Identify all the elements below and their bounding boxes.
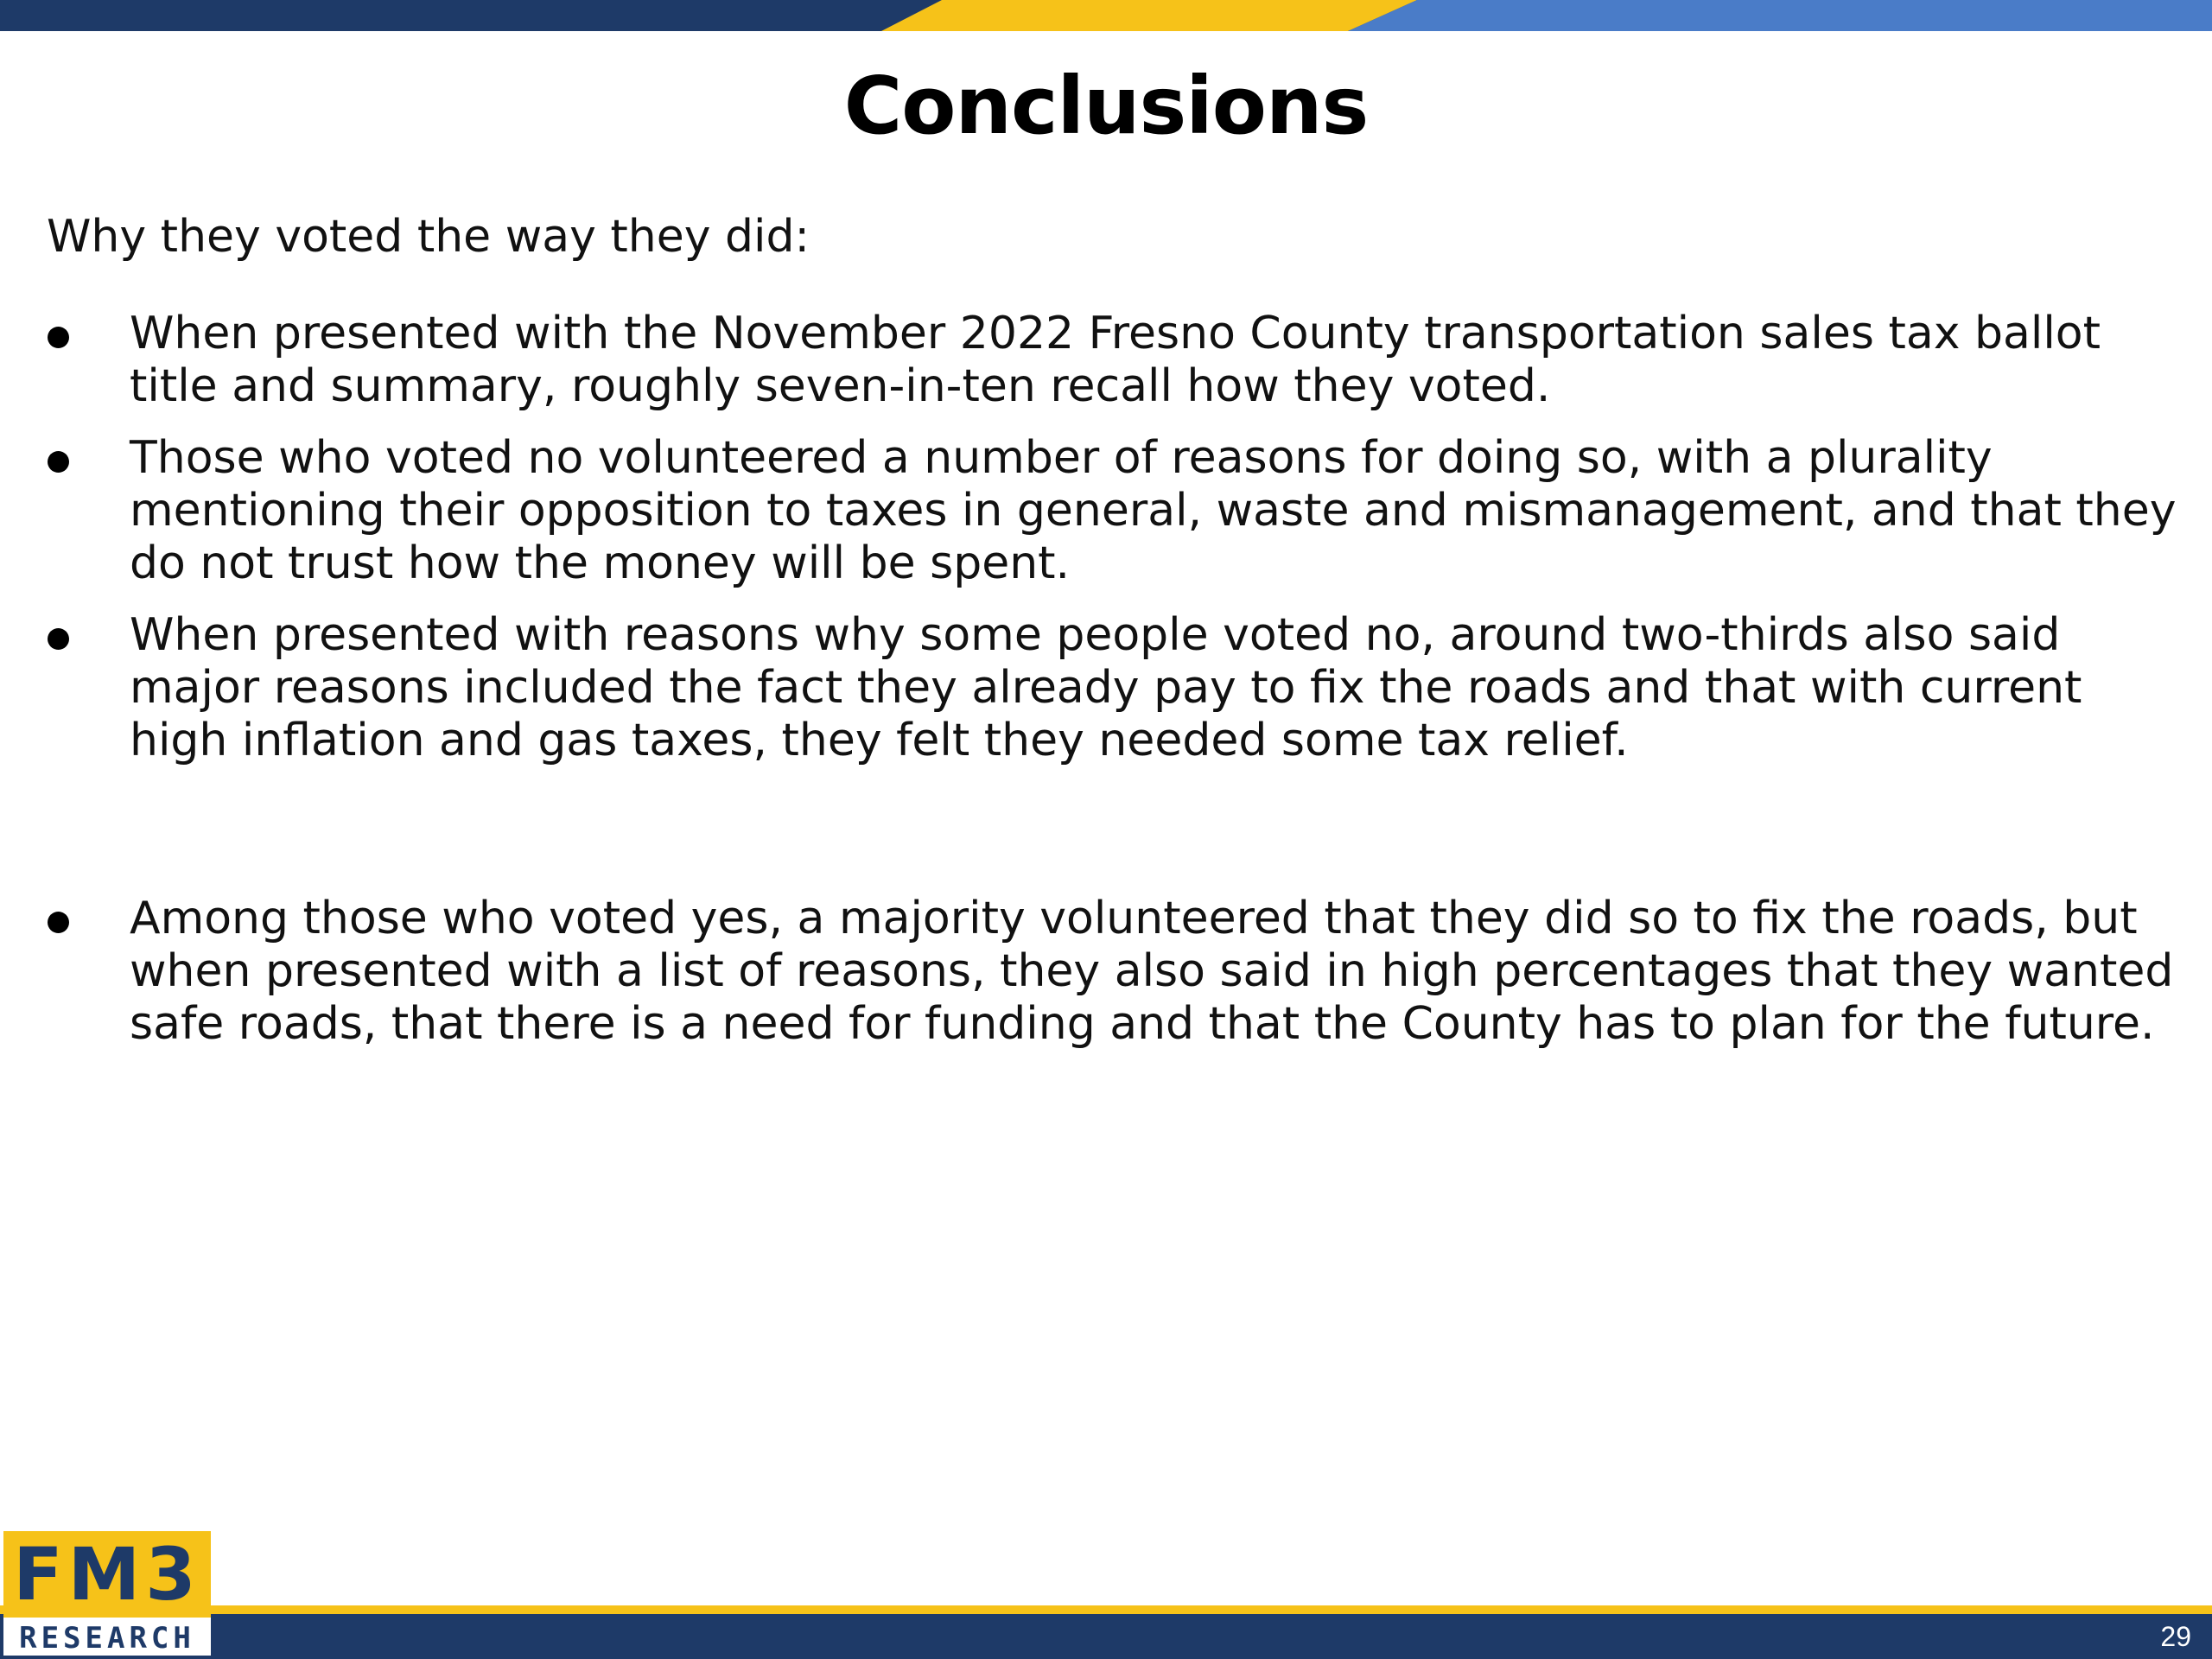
bullet-icon (48, 451, 69, 473)
list-item (0, 893, 2177, 1051)
logo-secondary: RESEARCH (3, 1618, 211, 1659)
intro-text: Why they voted the way they did: (47, 211, 810, 263)
list-item-text: Those who voted no volunteered a number of reasons for doing so, with a plurality mentioning their opposition to taxes in general, waste and mismanagement, and that they do not trust how the money will be spent. (130, 432, 2177, 589)
header-band (0, 0, 2212, 31)
list-item (0, 308, 2177, 413)
bullet-icon (48, 327, 69, 348)
conclusions-list (0, 308, 2212, 1070)
bullet-icon (48, 912, 69, 933)
logo-primary: FM3 (3, 1531, 211, 1618)
list-item (0, 432, 2177, 590)
page-number: 29 (2160, 1621, 2191, 1652)
bullet-icon (48, 628, 69, 650)
list-item-text: When presented with the November 2022 Fresno County transportation sales tax ballot title and summary, roughly seven-in-ten recall how they voted. (130, 308, 2101, 412)
slide-title: Conclusions (843, 60, 1369, 152)
list-item (0, 609, 2177, 767)
header-band-gold (881, 0, 1417, 31)
footer-accent-line (0, 1605, 2212, 1614)
fm3-logo (3, 1531, 211, 1659)
list-item-text: Among those who voted yes, a majority volunteered that they did so to fix the roads, but when presented with a list of reasons, they also said in high percentages that they wanted safe roads, that there is a need for funding and that the County has to plan for the future. (130, 893, 2174, 1050)
list-item-text: When presented with reasons why some people voted no, around two-thirds also said major reasons included the fact they already pay to fix the roads and that with current high inflation and gas taxes, they felt they needed some tax relief. (130, 609, 2082, 766)
header-band-blue (1348, 0, 2212, 31)
